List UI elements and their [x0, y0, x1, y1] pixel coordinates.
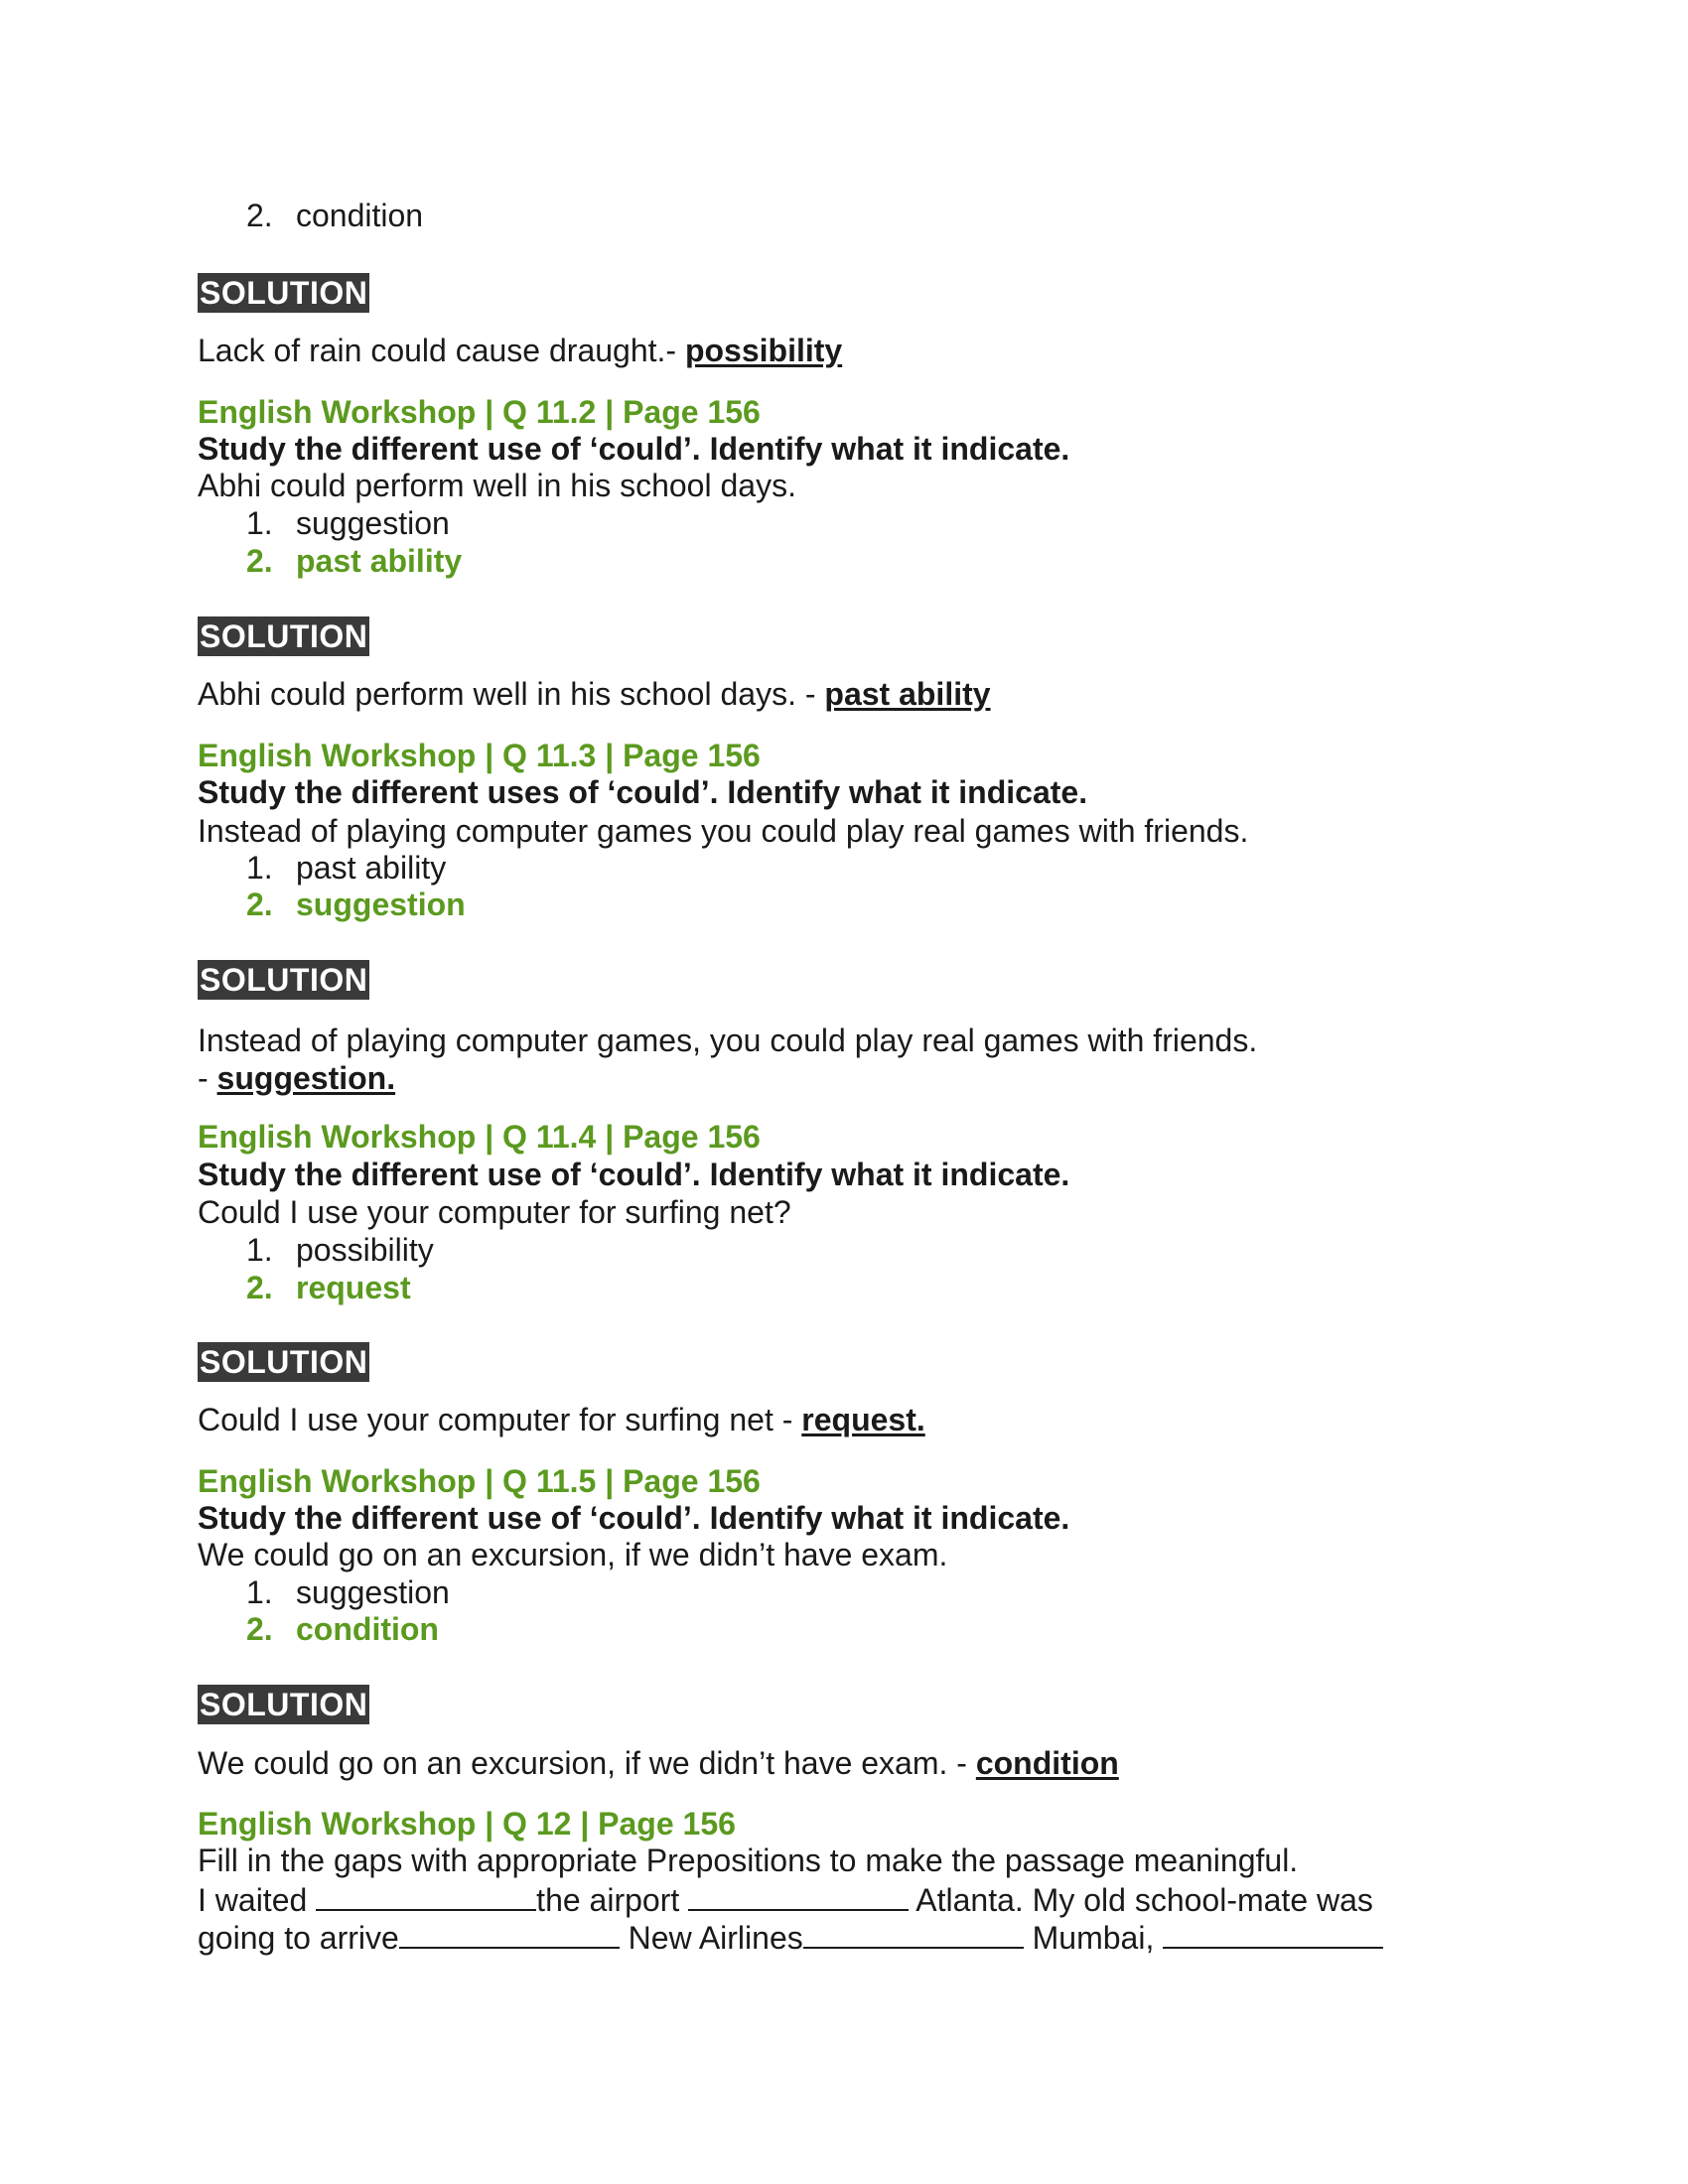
solution-answer: past ability — [824, 676, 991, 712]
passage-line: I waited the airport Atlanta. My old school-mate was — [198, 1879, 1488, 1919]
option-item: 1. suggestion — [246, 505, 450, 541]
question-instruction: Fill in the gaps with appropriate Prepositions to make the passage meaningful. — [198, 1843, 1299, 1878]
question-instruction: Study the different use of ‘could’. Identify what it indicate. — [198, 1157, 1070, 1192]
passage-line: going to arrive New Airlines Mumbai, — [198, 1917, 1488, 1957]
option-item: 1. past ability — [246, 850, 447, 886]
solution-text: Could I use your computer for surfing net - request. — [198, 1402, 925, 1437]
solution-text: We could go on an excursion, if we didn’t have exam. - condition — [198, 1745, 1119, 1781]
blank-gap — [316, 1879, 536, 1911]
question-sentence: Instead of playing computer games you could play real games with friends. — [198, 813, 1249, 849]
solution-badge: SOLUTION — [200, 962, 368, 998]
blank-gap — [1163, 1917, 1383, 1949]
option-item-correct: 2. request — [246, 1270, 411, 1305]
question-instruction: Study the different use of ‘could’. Identify what it indicate. — [198, 431, 1070, 467]
question-instruction: Study the different use of ‘could’. Identify what it indicate. — [198, 1500, 1070, 1536]
solution-badge: SOLUTION — [200, 618, 368, 654]
solution-text: Abhi could perform well in his school days. - past ability — [198, 676, 991, 712]
blank-gap — [688, 1879, 909, 1911]
option-item-correct: 2. suggestion — [246, 887, 466, 922]
solution-answer: possibility — [684, 333, 843, 368]
solution-text: - suggestion. — [198, 1060, 396, 1096]
question-heading: English Workshop | Q 11.2 | Page 156 — [198, 394, 761, 430]
option-item-correct: 2. condition — [246, 1611, 439, 1647]
question-heading: English Workshop | Q 11.5 | Page 156 — [198, 1463, 761, 1499]
blank-gap — [803, 1917, 1024, 1949]
question-heading: English Workshop | Q 11.3 | Page 156 — [198, 738, 761, 773]
question-sentence: Abhi could perform well in his school days. — [198, 468, 796, 503]
solution-badge: SOLUTION — [200, 275, 368, 311]
solution-badge: SOLUTION — [200, 1344, 368, 1380]
question-heading: English Workshop | Q 11.4 | Page 156 — [198, 1119, 761, 1155]
question-heading: English Workshop | Q 12 | Page 156 — [198, 1806, 736, 1842]
option-item: 1. suggestion — [246, 1574, 450, 1610]
solution-answer: request. — [801, 1402, 925, 1437]
blank-gap — [399, 1917, 620, 1949]
solution-answer: condition — [975, 1745, 1119, 1781]
question-sentence: We could go on an excursion, if we didn’t have exam. — [198, 1537, 948, 1572]
question-sentence: Could I use your computer for surfing net? — [198, 1194, 791, 1230]
option-item: 1. possibility — [246, 1232, 434, 1268]
solution-text: Lack of rain could cause draught.- possibility — [198, 333, 843, 368]
option-item: 2. condition — [246, 198, 424, 233]
solution-answer: suggestion. — [216, 1060, 396, 1096]
solution-badge: SOLUTION — [200, 1687, 368, 1722]
option-item-correct: 2. past ability — [246, 543, 463, 579]
question-instruction: Study the different uses of ‘could’. Identify what it indicate. — [198, 774, 1088, 810]
solution-text: Instead of playing computer games, you could play real games with friends. — [198, 1023, 1258, 1058]
